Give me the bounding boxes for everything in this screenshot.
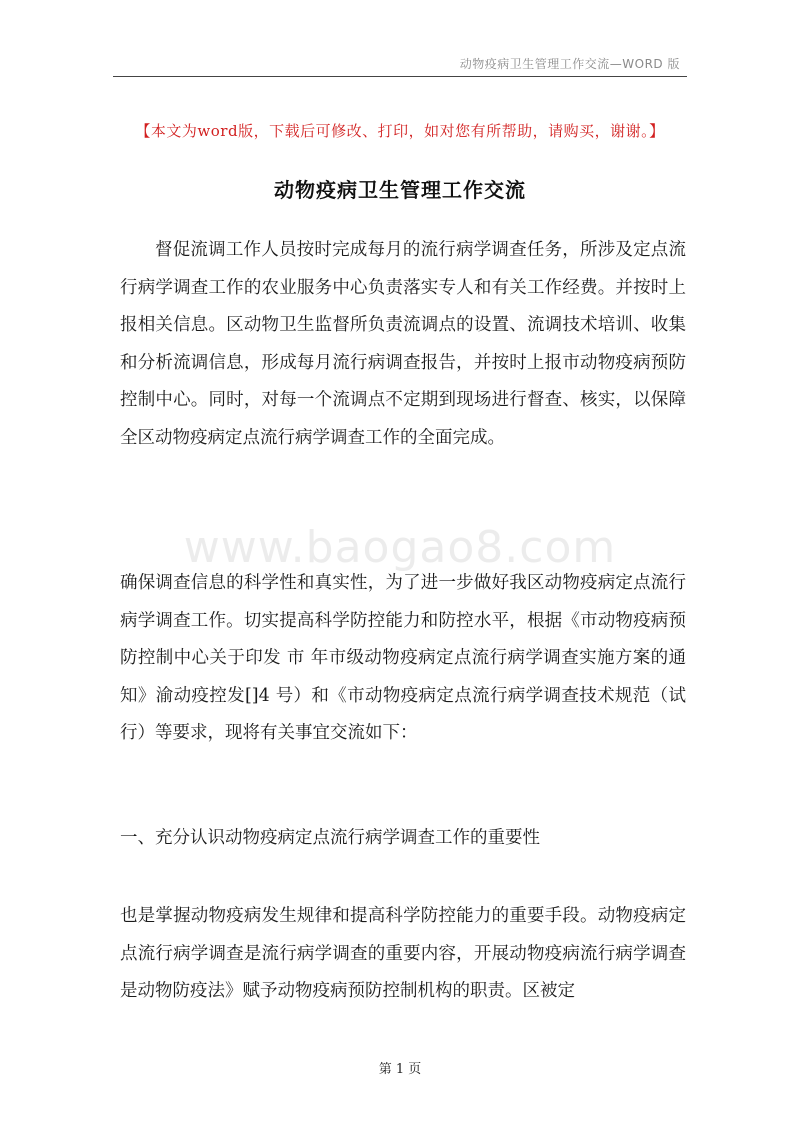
body-paragraph-3: 也是掌握动物疫病发生规律和提高科学防控能力的重要手段。动物疫病定点流行病学调查是流行病学调查的重要内容，开展动物疫病流行病学调查是动物防疫法》赋予动物疫病预防控制机构的职责。区被定 xyxy=(120,906,686,1001)
header-divider xyxy=(113,76,687,77)
page-number: 第 1 页 xyxy=(378,1062,422,1077)
running-header: 动物疫病卫生管理工作交流—WORD 版 xyxy=(459,57,680,71)
purchase-notice: 【本文为word版，下载后可修改、打印，如对您有所帮助，请购买，谢谢。】 xyxy=(135,122,665,140)
body-paragraph-1: 督促流调工作人员按时完成每月的流行病学调查任务，所涉及定点流行病学调查工作的农业服务中心负责落实专人和有关工作经费。并按时上报相关信息。区动物卫生监督所负责流调点的设置、流调技术培训、收集和分析流调信息，形成每月流行病调查报告，并按时上报市动物疫病预防控制中心。同时，对每一个流调点不定期到现场进行督查、核实，以保障全区动物疫病定点流行病学调查工作的全面完成。 xyxy=(120,240,686,448)
section-heading: 一、充分认识动物疫病定点流行病学调查工作的重要性 xyxy=(120,828,540,848)
document-title: 动物疫病卫生管理工作交流 xyxy=(274,178,526,202)
watermark: www.baogao8.com xyxy=(183,522,617,573)
body-paragraph-2: 确保调查信息的科学性和真实性，为了进一步做好我区动物疫病定点流行病学调查工作。切实提高科学防控能力和防控水平，根据《市动物疫病预防控制中心关于印发 市 年市级动物疫病定点流行病学调查实施方案的通知》渝动疫控发[]4 号）和《市动物疫病定点流行病学调查技术规范（试行）等要求，现将有关事宜交流如下： xyxy=(120,573,686,743)
